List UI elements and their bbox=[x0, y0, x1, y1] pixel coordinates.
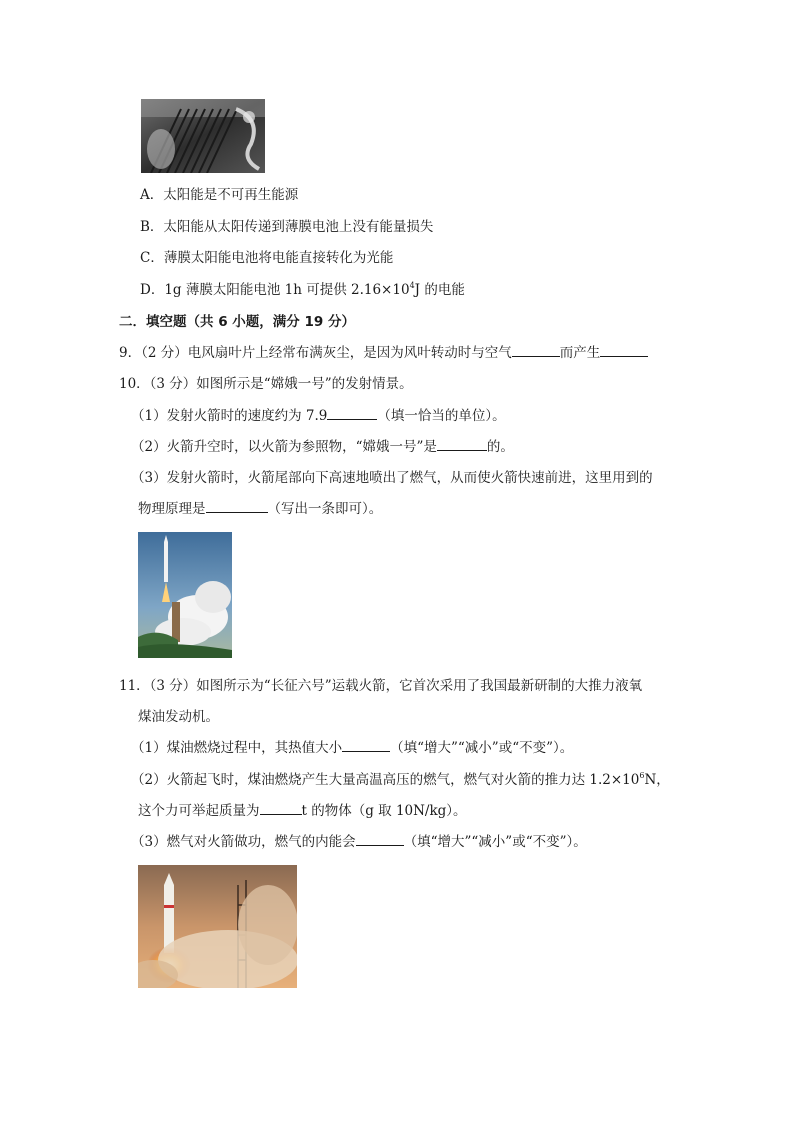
solar-cell-photo bbox=[141, 99, 265, 173]
question-10-part-1: （1）发射火箭时的速度约为 7.9 （填一恰当的单位）。 bbox=[131, 408, 506, 424]
answer-blank[interactable] bbox=[437, 438, 487, 451]
option-b: B．太阳能从太阳传递到薄膜电池上没有能量损失 bbox=[140, 219, 434, 235]
answer-blank[interactable] bbox=[260, 802, 302, 815]
option-d: D．1g 薄膜太阳能电池 1h 可提供 $2.16\times 10^4J$ 的电能 bbox=[140, 281, 465, 298]
answer-blank[interactable] bbox=[206, 500, 268, 513]
question-11-stem-cont: 煤油发动机。 bbox=[138, 709, 219, 725]
question-9: 9．（2 分）电风扇叶片上经常布满灰尘，是因为风叶转动时与空气 而产生 bbox=[119, 344, 648, 362]
option-c: C．薄膜太阳能电池将电能直接转化为光能 bbox=[140, 250, 394, 266]
change-1-launch-photo bbox=[138, 532, 232, 658]
question-11-stem: 11．（3 分）如图所示为“长征六号”运载火箭，它首次采用了我国最新研制的大推力液氧 bbox=[119, 678, 643, 694]
question-10-stem: 10．（3 分）如图所示是“嫦娥一号”的发射情景。 bbox=[119, 376, 413, 392]
question-11-part-2: （2）火箭起飞时，煤油燃烧产生大量高温高压的燃气，燃气对火箭的推力达 $1.2\times 10^6N$， bbox=[131, 771, 670, 788]
answer-blank[interactable] bbox=[342, 739, 390, 752]
option-a: A．太阳能是不可再生能源 bbox=[140, 187, 299, 203]
question-11-part-2-cont: 这个力可举起质量为 t 的物体（g 取 10N/kg）。 bbox=[138, 803, 467, 819]
long-march-6-launch-photo bbox=[138, 865, 297, 988]
answer-blank[interactable] bbox=[600, 344, 648, 357]
question-10-part-2: （2）火箭升空时，以火箭为参照物，“嫦娥一号”是 的。 bbox=[131, 439, 514, 455]
question-10-part-3-cont: 物理原理是 （写出一条即可）。 bbox=[138, 501, 383, 517]
section-title: 二．填空题（共 6 小题，满分 19 分） bbox=[119, 314, 355, 330]
answer-blank[interactable] bbox=[356, 833, 404, 846]
question-11-part-1: （1）煤油燃烧过程中，其热值大小 （填“增大”“减小”或“不变”）。 bbox=[131, 740, 574, 756]
question-10-part-3: （3）发射火箭时，火箭尾部向下高速地喷出了燃气，从而使火箭快速前进，这里用到的 bbox=[131, 470, 653, 486]
question-11-part-3: （3）燃气对火箭做功，燃气的内能会 （填“增大”“减小”或“不变”）。 bbox=[131, 834, 587, 850]
answer-blank[interactable] bbox=[512, 344, 560, 357]
answer-blank[interactable] bbox=[327, 407, 377, 420]
